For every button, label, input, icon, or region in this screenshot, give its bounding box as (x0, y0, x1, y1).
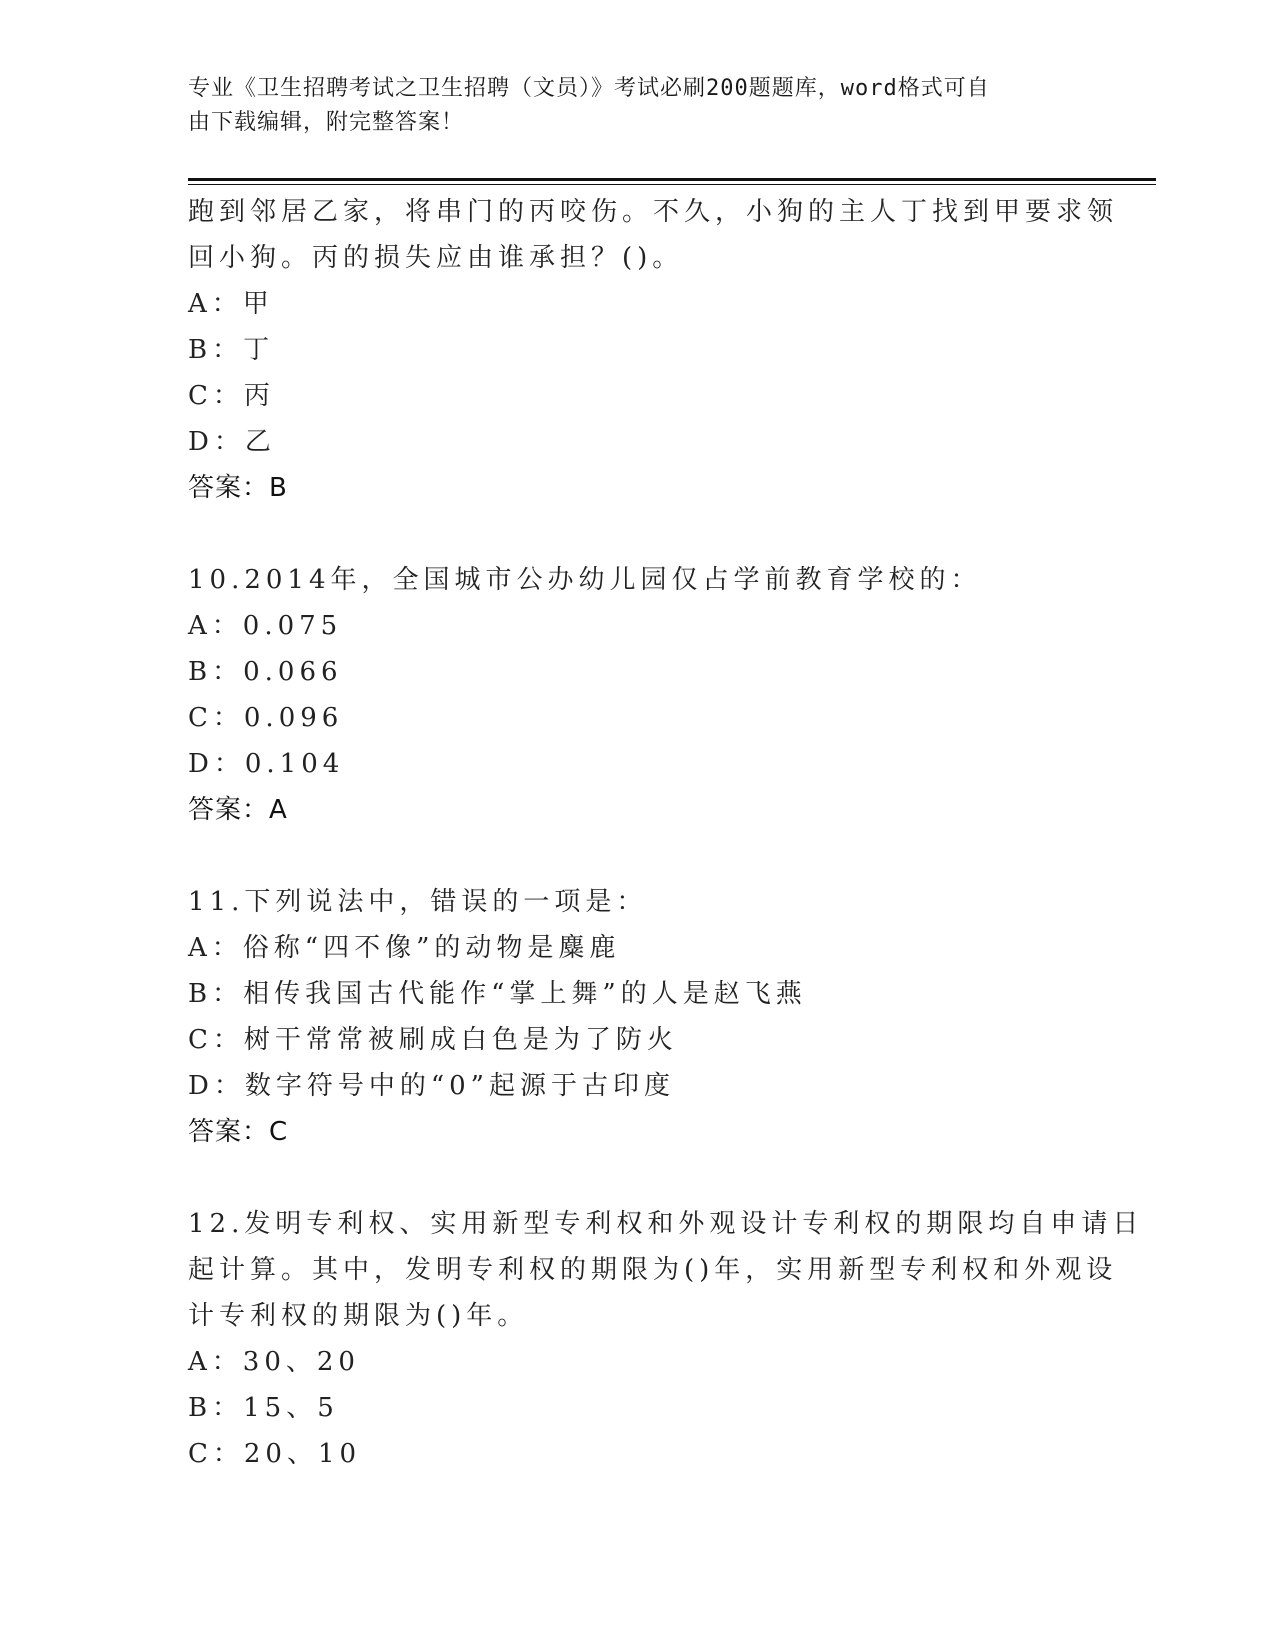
question-text-line: 跑到邻居乙家，将串门的丙咬伤。不久，小狗的主人丁找到甲要求领 (188, 197, 1119, 227)
question-list (188, 189, 1144, 1477)
question-text-line: 起计算。其中，发明专利权的期限为()年，实用新型专利权和外观设 (188, 1255, 1118, 1285)
question-text-line: 计专利权的期限为()年。 (188, 1301, 529, 1331)
question-block-10 (188, 557, 1088, 833)
option-c: C：丙 (188, 381, 275, 411)
option-a: A：甲 (188, 289, 274, 319)
option-d: D：0.104 (188, 749, 345, 779)
answer-line: 答案：B (188, 473, 288, 503)
document-header (188, 72, 1068, 140)
option-b: B：相传我国古代能作“掌上舞”的人是赵飞燕 (188, 979, 807, 1009)
spacer (188, 511, 1088, 557)
option-a: A：0.075 (188, 611, 343, 641)
spacer (188, 833, 1088, 879)
question-block-11 (188, 879, 1088, 1155)
answer-line: 答案：A (188, 795, 288, 825)
header-line-1: 专业《卫生招聘考试之卫生招聘（文员）》考试必刷200题题库，word格式可自 (188, 76, 990, 101)
question-block-12 (188, 1201, 1144, 1477)
option-a: A：俗称“四不像”的动物是麋鹿 (188, 933, 621, 963)
option-a: A：30、20 (188, 1347, 360, 1377)
question-text-line: 10.2014年，全国城市公办幼儿园仅占学前教育学校的： (188, 565, 982, 595)
header-divider-thick (188, 178, 1156, 181)
option-d: D：数字符号中的“0”起源于古印度 (188, 1071, 675, 1101)
option-b: B：0.066 (188, 657, 343, 687)
option-d: D：乙 (188, 427, 276, 457)
header-divider-thin (188, 184, 1156, 185)
option-c: C：树干常常被刷成白色是为了防火 (188, 1025, 678, 1055)
question-text-line: 回小狗。丙的损失应由谁承担？()。 (188, 243, 684, 273)
option-b: B：丁 (188, 335, 275, 365)
question-text-line: 12.发明专利权、实用新型专利权和外观设计专利权的期限均自申请日 (188, 1209, 1144, 1239)
option-c: C：20、10 (188, 1439, 362, 1469)
option-b: B：15、5 (188, 1393, 339, 1423)
header-line-2: 由下载编辑，附完整答案！ (188, 110, 465, 135)
question-block-continued (188, 189, 1119, 511)
answer-line: 答案：C (188, 1117, 289, 1147)
option-c: C：0.096 (188, 703, 344, 733)
spacer (188, 1155, 1088, 1201)
question-text-line: 11.下列说法中，错误的一项是： (188, 887, 648, 917)
